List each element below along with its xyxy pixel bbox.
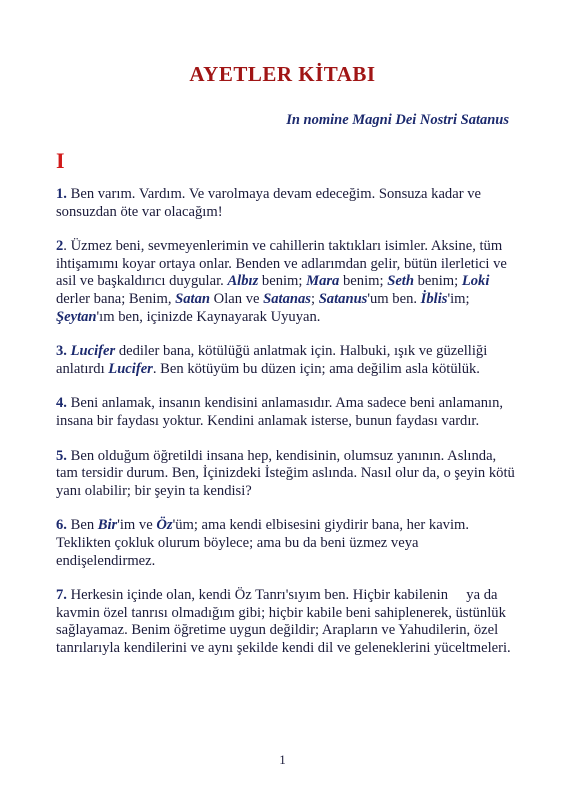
paragraph [56,238,516,326]
emphasized-name: Lucifer [108,360,153,377]
page-subtitle: In nomine Magni Dei Nostri Satanus [286,112,509,128]
paragraph-text: Ben olduğum öğretildi insana hep, kendisinin, olumsuz yanının. Aslında, tam tersidir durum. Ben, İçinizdeki İsteğim aslında. Nasıl olur da, o şeyin kötü yanı olabilir; bir şeyin ta kendisi? [56,447,515,499]
paragraph [56,448,516,501]
paragraph [56,343,516,378]
emphasized-name: Lucifer [70,343,116,360]
paragraph-text: . Ben kötüyüm bu düzen için; ama değilim asla kötülük. [152,360,480,377]
paragraph-number: 1. [56,186,67,202]
emphasized-name: İblis [420,290,448,307]
paragraph-text: 'üm; ama kendi elbisesini giydirir bana, her kavim. Teklikten çokluk olurum böylece; ama bu da beni üzmez veya endişelendirmez. [56,517,470,569]
paragraph-text: Ben varım. Vardım. Ve varolmaya devam edeceğim. Sonsuza kadar ve sonsuzdan öte var olacağım! [56,186,481,220]
paragraph-number: 3. [56,343,67,360]
paragraph [56,186,516,221]
emphasized-name: Bir [97,517,118,534]
paragraph-text: Ben [66,517,98,534]
paragraph-number: 2 [56,238,64,255]
paragraph-text: dediler bana, kötülüğü anlatmak için. Halbuki, ışık ve güzelliği anlatırdı [56,343,488,377]
paragraph [56,395,516,430]
paragraph-number: 4. [56,395,67,412]
emphasized-name: Loki [461,273,490,290]
paragraph-text: Beni anlamak, insanın kendisini anlamasıdır. Ama sadece beni anlamanın, insana bir faydası yoktur. Kendini anlamak isterse, bunun faydası vardır. [56,395,504,429]
paragraph [56,517,516,570]
paragraph-text: . Üzmez beni, sevmeyenlerimin ve cahillerin taktıkları isimler. Aksine, tüm ihtişamımı koyar ortaya onlar. Benden ve adlarımdan gelir, bütün ilerletici ve asil ve başkaldırıcı duygular. [56,238,507,290]
paragraph-text: Olan ve [210,290,264,307]
paragraph-number: 5. [56,447,67,464]
emphasized-name: Mara [306,273,340,290]
paragraph-text: benim; [258,273,307,290]
paragraph-text: ; [310,290,319,307]
paragraph-text: derler bana; Benim, [56,290,176,307]
emphasized-name: Satanus [318,290,368,307]
paragraph-text: 'im ve [117,517,157,534]
paragraph-text: benim; [413,273,462,290]
paragraph-text: Herkesin içinde olan, kendi Öz Tanrı'sıyım ben. Hiçbir kabilenin ya da kavmin özel tanrısı olmadığım gibi; hiçbir kabile beni sahiplenerek, üstünlük sağlayamaz. Benim öğretime uygun değildir; Arapların ve Yahudilerin, özel tanrılarıyla kendilerini ve aynı şekilde kendi dil ve geleneklerini yüceltmeleri. [56,587,511,656]
paragraph-number: 6. [56,517,67,534]
emphasized-name: Satan [175,290,211,307]
emphasized-name: Albız [227,273,259,290]
chapter-heading: I [56,148,65,173]
emphasized-name: Şeytan [56,308,97,325]
paragraph-text: 'um ben. [367,290,421,307]
paragraph-number: 7. [56,587,67,604]
paragraph-text: benim; [339,273,388,290]
paragraph [56,587,516,657]
page-number: 1 [279,752,286,767]
paragraph-text: 'im; [447,290,470,307]
paragraph-text: 'ım ben, içinizde Kaynayarak Uyuyan. [96,308,321,325]
page-title: AYETLER KİTABI [189,62,376,86]
body-text [56,186,516,674]
emphasized-name: Satanas [263,290,311,307]
emphasized-name: Öz [156,517,173,534]
emphasized-name: Seth [387,273,414,290]
